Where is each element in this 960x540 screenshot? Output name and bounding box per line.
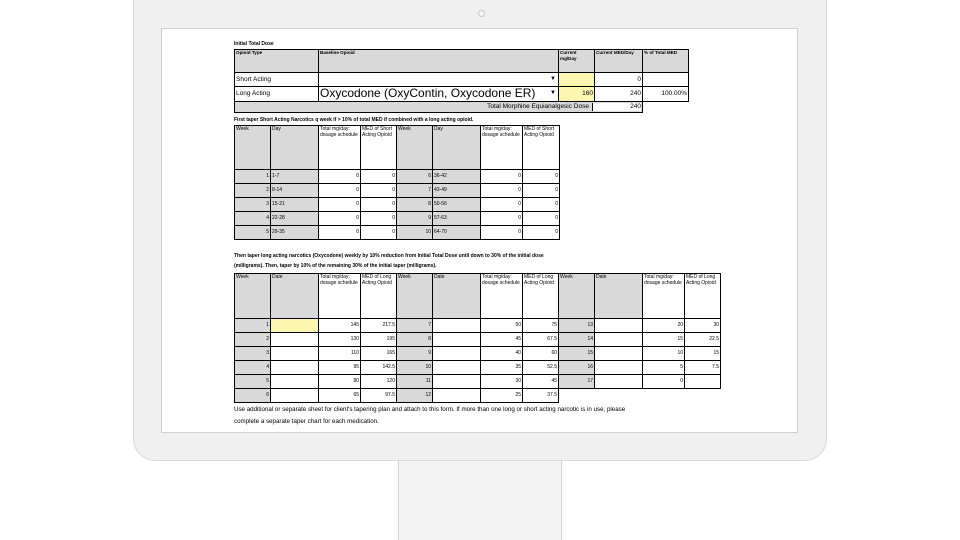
footer-note-2: complete a separate taper chart for each medication. — [234, 418, 379, 425]
short-taper-header-row — [235, 126, 560, 170]
header-current-med: Current MED/Day — [595, 50, 643, 73]
total-cell: 15 — [643, 333, 685, 347]
med-cell: 0 — [361, 226, 397, 240]
week-cell: 7 — [397, 184, 433, 198]
week-cell: 10 — [397, 226, 433, 240]
day-cell: 50-56 — [433, 198, 481, 212]
week-cell: 11 — [397, 375, 433, 389]
table-row — [235, 226, 560, 240]
table-row — [235, 212, 560, 226]
short-header-total: Total mg/day: dosage schedule — [319, 126, 361, 170]
short-header-total-2: Total mg/day: dosage schedule — [481, 126, 523, 170]
initial-dose-title: Initial Total Dose — [234, 41, 274, 47]
total-cell[interactable]: 0 — [319, 184, 361, 198]
total-cell: 45 — [481, 333, 523, 347]
long-acting-mg-input[interactable]: 160 — [559, 87, 595, 102]
long-header-week-3: Week — [559, 274, 595, 319]
med-cell: 15 — [685, 347, 721, 361]
date-input[interactable] — [433, 389, 481, 403]
date-input[interactable] — [595, 319, 643, 333]
date-input[interactable] — [271, 347, 319, 361]
date-input[interactable] — [433, 333, 481, 347]
total-cell: 65 — [319, 389, 361, 403]
day-cell: 15-21 — [271, 198, 319, 212]
week-cell: 1 — [235, 170, 271, 184]
day-cell: 43-49 — [433, 184, 481, 198]
med-cell: 60 — [523, 347, 559, 361]
week-cell: 2 — [235, 184, 271, 198]
long-header-date-2: Date — [433, 274, 481, 319]
long-header-total-3: Total mg/day: dosage schedule — [643, 274, 685, 319]
date-input[interactable] — [433, 319, 481, 333]
week-cell: 9 — [397, 347, 433, 361]
dropdown-arrow-icon[interactable]: ▼ — [550, 76, 556, 82]
total-cell: 40 — [481, 347, 523, 361]
week-cell: 16 — [559, 361, 595, 375]
short-header-week: Week — [235, 126, 271, 170]
short-header-day-2: Day — [433, 126, 481, 170]
med-cell: 22.5 — [685, 333, 721, 347]
med-cell: 0 — [523, 184, 560, 198]
long-header-med-2: MED of Long Acting Opioid — [523, 274, 559, 319]
long-acting-pct: 100.00% — [643, 87, 689, 102]
long-header-total-2: Total mg/day: dosage schedule — [481, 274, 523, 319]
header-opioid-type: Opioid Type — [235, 50, 319, 73]
total-cell: 5 — [643, 361, 685, 375]
table-row — [235, 198, 560, 212]
week-cell: 3 — [235, 198, 271, 212]
total-cell[interactable]: 0 — [481, 226, 523, 240]
monitor-screen — [161, 28, 798, 433]
total-spacer — [643, 102, 689, 113]
day-cell: 36-42 — [433, 170, 481, 184]
long-acting-opioid-dropdown[interactable] — [319, 87, 559, 102]
table-row — [235, 319, 721, 333]
total-cell: 35 — [481, 361, 523, 375]
initial-dose-header-row — [235, 50, 689, 73]
med-cell: 7.5 — [685, 361, 721, 375]
med-cell: 120 — [361, 375, 397, 389]
long-acting-med: 240 — [595, 87, 643, 102]
med-cell: 0 — [361, 212, 397, 226]
date-input[interactable] — [595, 347, 643, 361]
week-cell: 6 — [397, 170, 433, 184]
short-header-med-2: MED of Short Acting Opioid — [523, 126, 560, 170]
long-header-med-3: MED of Long Acting Opioid — [685, 274, 721, 319]
short-taper-heading: First taper Short Acting Narcotics q week if > 10% of total MED if combined with a long acting opioid. — [234, 117, 474, 123]
short-taper-table — [234, 125, 560, 240]
date-input[interactable] — [595, 333, 643, 347]
initial-dose-table — [234, 49, 689, 113]
total-cell: 25 — [481, 389, 523, 403]
short-acting-mg-input[interactable] — [559, 73, 595, 87]
med-cell: 0 — [523, 226, 560, 240]
total-cell: 80 — [319, 375, 361, 389]
table-row — [235, 170, 560, 184]
total-cell[interactable]: 0 — [319, 170, 361, 184]
med-cell: 30 — [685, 319, 721, 333]
long-acting-opioid-value: Oxycodone (OxyContin, Oxycodone ER) — [320, 86, 536, 100]
table-row — [235, 361, 721, 375]
date-input[interactable] — [271, 361, 319, 375]
total-row — [235, 102, 689, 113]
total-cell: 50 — [481, 319, 523, 333]
week-cell: 8 — [397, 198, 433, 212]
total-cell[interactable]: 0 — [319, 226, 361, 240]
total-cell: 20 — [643, 319, 685, 333]
week-cell: 5 — [235, 226, 271, 240]
dropdown-arrow-icon[interactable]: ▼ — [550, 90, 556, 96]
date-input[interactable] — [433, 361, 481, 375]
med-cell: 0 — [523, 198, 560, 212]
week-cell: 1 — [235, 319, 271, 333]
monitor-stand — [398, 461, 562, 540]
date-input[interactable] — [271, 375, 319, 389]
total-value: 240 — [592, 103, 641, 111]
total-cell: 10 — [643, 347, 685, 361]
long-taper-heading-1: Then taper long acting narcotics (Oxycodone) weekly by 10% reduction from Initial Total Dose until down to 30% of the initial dose — [234, 253, 544, 259]
day-cell: 1-7 — [271, 170, 319, 184]
table-row — [235, 347, 721, 361]
total-label — [235, 102, 643, 113]
total-cell: 95 — [319, 361, 361, 375]
empty-cell — [559, 389, 595, 403]
med-cell: 165 — [361, 347, 397, 361]
week-cell: 2 — [235, 333, 271, 347]
short-acting-row — [235, 73, 689, 87]
med-cell: 0 — [361, 198, 397, 212]
total-cell[interactable]: 0 — [319, 198, 361, 212]
date-input[interactable] — [271, 333, 319, 347]
camera-icon — [478, 10, 485, 17]
total-cell: 0 — [643, 375, 685, 389]
long-header-total: Total mg/day: dosage schedule — [319, 274, 361, 319]
long-acting-type: Long Acting — [235, 87, 319, 102]
long-taper-header-row — [235, 274, 721, 319]
long-header-week: Week — [235, 274, 271, 319]
empty-cell — [643, 389, 685, 403]
total-cell: 130 — [319, 333, 361, 347]
med-cell: 75 — [523, 319, 559, 333]
med-cell: 97.5 — [361, 389, 397, 403]
med-cell: 67.5 — [523, 333, 559, 347]
empty-cell — [685, 389, 721, 403]
med-cell: 195 — [361, 333, 397, 347]
day-cell: 29-35 — [271, 226, 319, 240]
short-header-med: MED of Short Acting Opioid — [361, 126, 397, 170]
med-cell: 0 — [361, 170, 397, 184]
long-acting-row — [235, 87, 689, 102]
med-cell: 52.5 — [523, 361, 559, 375]
week-cell: 15 — [559, 347, 595, 361]
day-cell: 64-70 — [433, 226, 481, 240]
table-row — [235, 375, 721, 389]
med-cell: 37.5 — [523, 389, 559, 403]
week-cell: 8 — [397, 333, 433, 347]
med-cell: 0 — [361, 184, 397, 198]
week-cell: 12 — [397, 389, 433, 403]
date-input[interactable] — [433, 347, 481, 361]
week-cell: 4 — [235, 212, 271, 226]
med-cell: 45 — [523, 375, 559, 389]
date-input[interactable] — [271, 319, 319, 333]
week-cell: 6 — [235, 389, 271, 403]
short-acting-opioid-dropdown[interactable] — [319, 73, 559, 87]
week-cell: 10 — [397, 361, 433, 375]
empty-cell — [595, 389, 643, 403]
total-cell[interactable]: 0 — [481, 198, 523, 212]
table-row — [235, 389, 721, 403]
med-cell: 142.5 — [361, 361, 397, 375]
day-cell: 22-28 — [271, 212, 319, 226]
total-cell: 30 — [481, 375, 523, 389]
date-input[interactable] — [271, 389, 319, 403]
long-header-week-2: Week — [397, 274, 433, 319]
short-acting-med: 0 — [595, 73, 643, 87]
header-pct-med: % of Total MED — [643, 50, 689, 73]
date-input[interactable] — [595, 375, 643, 389]
short-header-day: Day — [271, 126, 319, 170]
long-header-date-3: Date — [595, 274, 643, 319]
total-label-text: Total Morphine Equianalgesic Dose — [487, 103, 589, 110]
day-cell: 57-63 — [433, 212, 481, 226]
med-cell: 0 — [523, 170, 560, 184]
date-input[interactable] — [433, 375, 481, 389]
header-baseline-opioid: Baseline Opioid — [319, 50, 559, 73]
total-cell[interactable]: 0 — [481, 184, 523, 198]
short-acting-type: Short Acting — [235, 73, 319, 87]
date-input[interactable] — [595, 361, 643, 375]
week-cell: 17 — [559, 375, 595, 389]
long-taper-table — [234, 273, 721, 403]
total-cell[interactable]: 0 — [319, 212, 361, 226]
day-cell: 8-14 — [271, 184, 319, 198]
week-cell: 9 — [397, 212, 433, 226]
week-cell: 4 — [235, 361, 271, 375]
total-cell: 110 — [319, 347, 361, 361]
table-row — [235, 184, 560, 198]
med-cell: 0 — [523, 212, 560, 226]
footer-note-1: Use additional or separate sheet for client's tapering plan and attach to this form. If more than one long or short acting narcotic is in use, please — [234, 406, 626, 413]
week-cell: 7 — [397, 319, 433, 333]
week-cell: 5 — [235, 375, 271, 389]
long-taper-heading-2: (milligrams). Then, taper by 10% of the remaining 30% of the initial taper (milligrams). — [234, 263, 437, 269]
header-current-mg: Current mg/Day — [559, 50, 595, 73]
week-cell: 3 — [235, 347, 271, 361]
long-header-med: MED of Long Acting Opioid — [361, 274, 397, 319]
table-row — [235, 333, 721, 347]
week-cell: 14 — [559, 333, 595, 347]
week-cell: 13 — [559, 319, 595, 333]
short-header-week-2: Week — [397, 126, 433, 170]
total-cell: 145 — [319, 319, 361, 333]
total-cell[interactable]: 0 — [481, 170, 523, 184]
med-cell: 217.5 — [361, 319, 397, 333]
total-cell[interactable]: 0 — [481, 212, 523, 226]
long-header-date: Date — [271, 274, 319, 319]
short-acting-pct — [643, 73, 689, 87]
med-cell — [685, 375, 721, 389]
